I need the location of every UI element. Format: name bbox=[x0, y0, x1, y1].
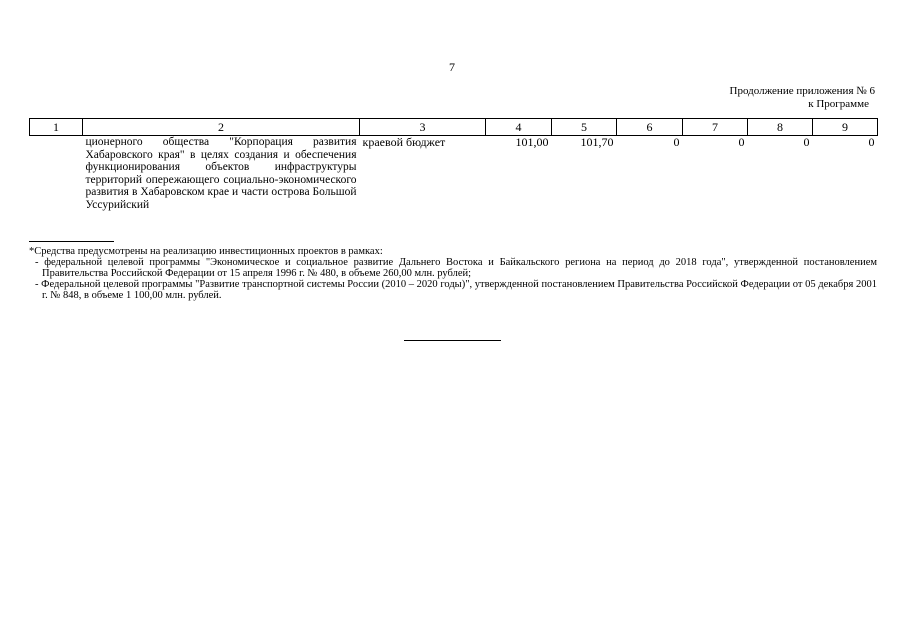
continuation-line-2: к Программе bbox=[808, 98, 869, 110]
footnote-item: - федеральной целевой программы "Экономическое и социальное развитие Дальнего Востока и Байкальского региона на период до 2018 года", утвержденной постановлением Правительства Российской Федерации от 15 апреля 1996 г. № 480, в объеме 260,00 млн. рублей; bbox=[35, 257, 877, 279]
footnote-divider bbox=[29, 241, 114, 242]
cell-value-6: 0 bbox=[673, 135, 680, 149]
header-col-8: 8 bbox=[748, 119, 813, 136]
continuation-line-1: Продолжение приложения № 6 bbox=[729, 85, 875, 97]
cell-value-8: 0 bbox=[803, 135, 810, 149]
header-col-6: 6 bbox=[617, 119, 683, 136]
page-number: 7 bbox=[449, 60, 455, 74]
footnotes bbox=[29, 246, 877, 301]
footnote-item: - Федеральной целевой программы "Развитие транспортной системы России (2010 – 2020 годы)", утвержденной постановлением Правительства Российской Федерации от 05 декабря 2001 г. № 848, в объеме 1 100,00 млн. рублей. bbox=[35, 279, 877, 301]
cell-index bbox=[30, 136, 83, 212]
header-col-3: 3 bbox=[360, 119, 486, 136]
cell-value-4: 101,00 bbox=[515, 135, 549, 149]
program-table bbox=[29, 118, 878, 211]
continuation-note bbox=[675, 85, 875, 111]
cell-value-9: 0 bbox=[868, 135, 875, 149]
footnote-intro: *Средства предусмотрены на реализацию инвестиционных проектов в рамках: bbox=[29, 246, 383, 257]
header-col-2: 2 bbox=[83, 119, 360, 136]
header-col-7: 7 bbox=[683, 119, 748, 136]
table-header-row bbox=[30, 119, 878, 136]
header-col-5: 5 bbox=[552, 119, 617, 136]
cell-value-5: 101,70 bbox=[580, 135, 614, 149]
table-row bbox=[30, 136, 878, 212]
header-col-9: 9 bbox=[813, 119, 878, 136]
cell-value-7: 0 bbox=[738, 135, 745, 149]
cell-description: ционерного общества "Корпорация развития Хабаровского края" в целях создания и обеспечения функционирования объектов инфраструктуры территорий опережающего социально-экономического развития в Хабаровском крае и части острова Большой Уссурийский bbox=[85, 136, 357, 211]
header-col-1: 1 bbox=[30, 119, 83, 136]
end-divider bbox=[404, 340, 501, 341]
header-col-4: 4 bbox=[486, 119, 552, 136]
cell-funding-source: краевой бюджет bbox=[362, 135, 446, 149]
